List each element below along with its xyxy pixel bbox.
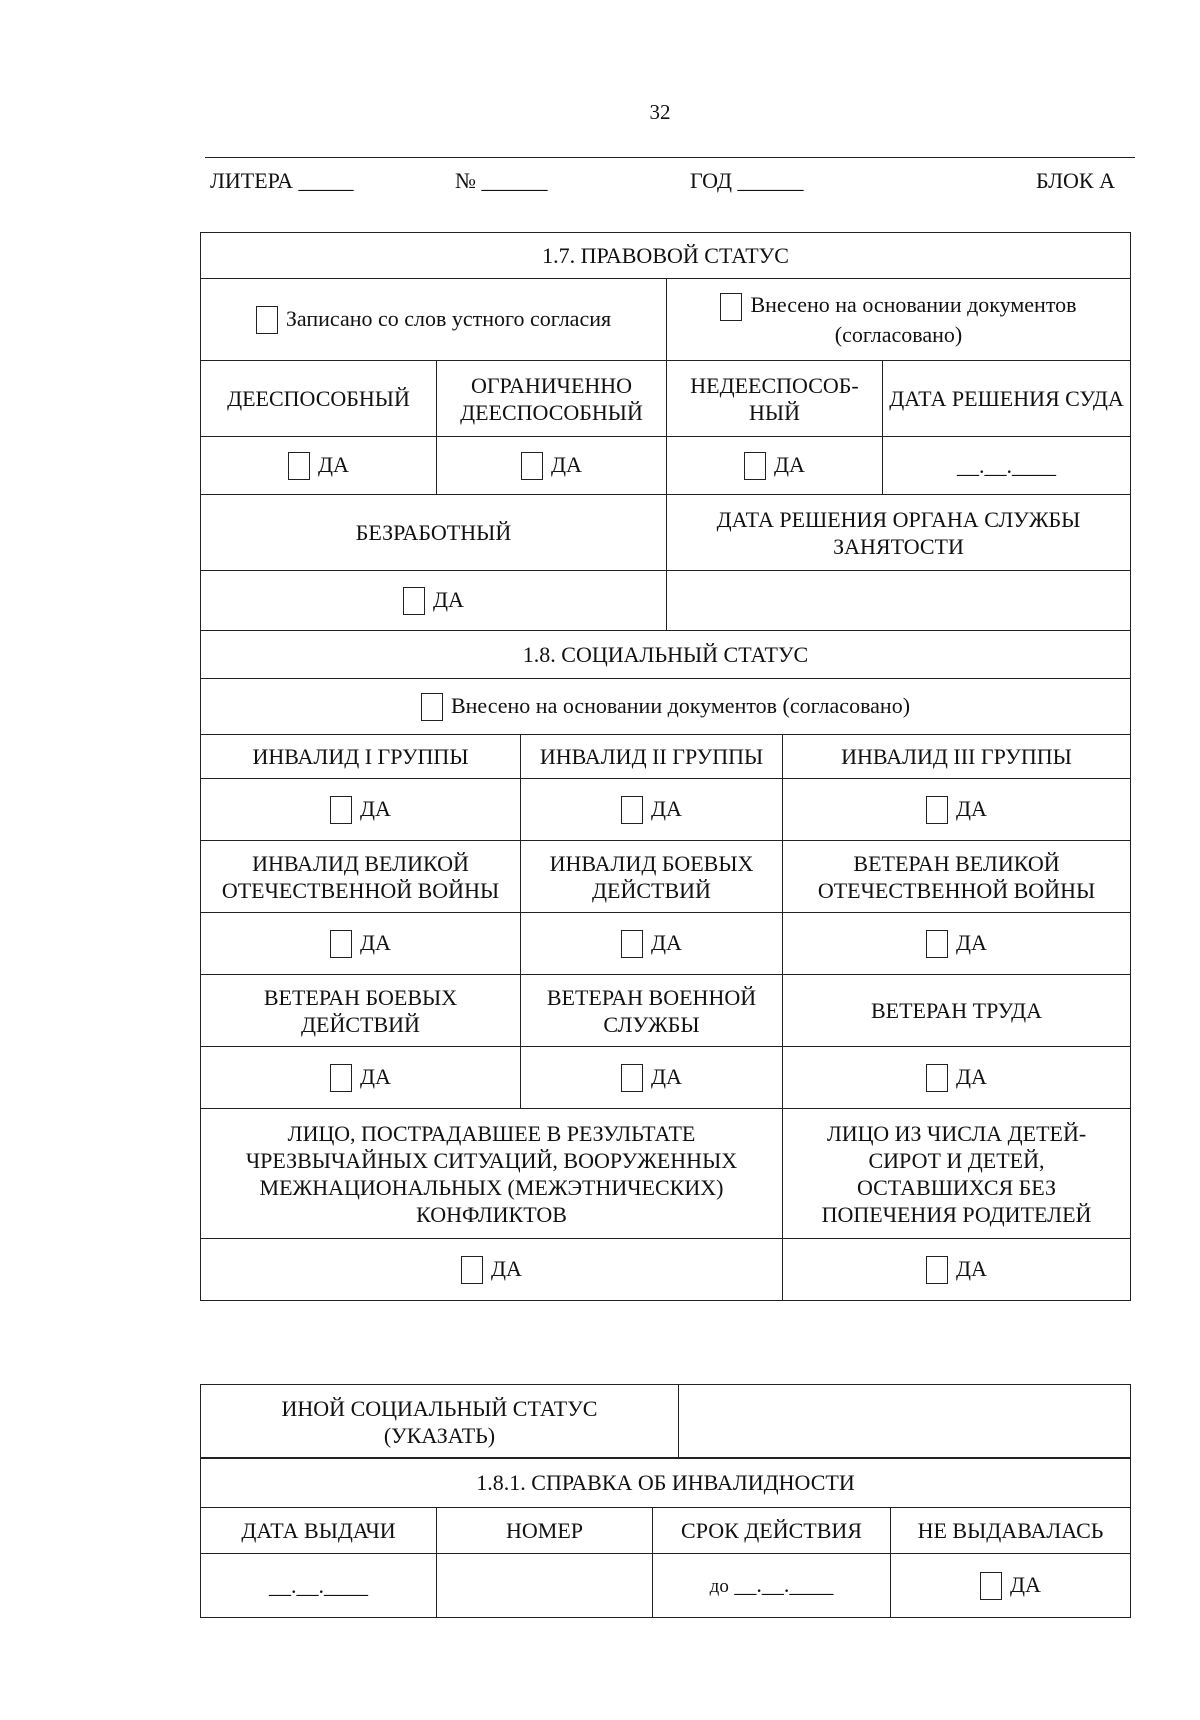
vet-wwii-checkbox-cell[interactable] [783, 913, 1131, 975]
checkbox[interactable] [621, 796, 643, 824]
checkbox[interactable] [330, 796, 352, 824]
inv-combat-header: ИНВАЛИД БОЕВЫХ ДЕЙСТВИЙ [521, 841, 783, 913]
checkbox-label: ДА [956, 1255, 987, 1281]
checkbox-label: ДА [360, 1063, 391, 1089]
checkbox-label: ДА [774, 451, 805, 477]
vet-military-header: ВЕТЕРАН ВОЕННОЙ СЛУЖБЫ [521, 975, 783, 1047]
entered-docs-option[interactable] [667, 279, 1131, 361]
checkbox[interactable] [720, 293, 742, 321]
vet-wwii-header: ВЕТЕРАН ВЕЛИКОЙ ОТЕЧЕСТВЕННОЙ ВОЙНЫ [783, 841, 1131, 913]
issue-date-header: ДАТА ВЫДАЧИ [201, 1508, 437, 1554]
checkbox[interactable] [926, 1064, 948, 1092]
incapable-checkbox-cell[interactable] [667, 437, 883, 495]
checkbox-label: ДА [956, 929, 987, 955]
checkbox-label: ДА [651, 795, 682, 821]
recorded-oral-option[interactable] [201, 279, 667, 361]
option-label: Записано со слов устного согласия [285, 305, 612, 331]
unemployed-header: БЕЗРАБОТНЫЙ [201, 495, 667, 571]
validity-field[interactable] [653, 1554, 891, 1618]
other-status-header: ИНОЙ СОЦИАЛЬНЫЙ СТАТУС (УКАЗАТЬ) [201, 1385, 679, 1459]
until-label: до [709, 1576, 729, 1597]
inv1-header: ИНВАЛИД I ГРУППЫ [201, 735, 521, 779]
checkbox[interactable] [288, 452, 310, 480]
validity-date-blank: __.__.____ [734, 1572, 834, 1597]
orphan-header: ЛИЦО ИЗ ЧИСЛА ДЕТЕЙ-СИРОТ И ДЕТЕЙ, ОСТАВШИХСЯ БЕЗ ПОПЕЧЕНИЯ РОДИТЕЛЕЙ [783, 1109, 1131, 1239]
incapable-header: НЕДЕЕСПОСОБ-НЫЙ [667, 361, 883, 437]
social-status-table [200, 630, 1131, 1301]
checkbox-label: ДА [318, 451, 349, 477]
employment-date-field[interactable] [667, 571, 1131, 631]
section-title: 1.8.1. СПРАВКА ОБ ИНВАЛИДНОСТИ [201, 1458, 1131, 1508]
inv1-checkbox-cell[interactable] [201, 779, 521, 841]
vet-labor-checkbox-cell[interactable] [783, 1047, 1131, 1109]
other-status-field[interactable] [679, 1385, 1131, 1459]
checkbox[interactable] [980, 1572, 1002, 1600]
limited-header: ОГРАНИЧЕННО ДЕЕСПОСОБНЫЙ [437, 361, 667, 437]
inv-combat-checkbox-cell[interactable] [521, 913, 783, 975]
checkbox[interactable] [621, 1064, 643, 1092]
legal-status-table [200, 232, 1131, 631]
capable-header: ДЕЕСПОСОБНЫЙ [201, 361, 437, 437]
entered-docs-option[interactable] [201, 679, 1131, 735]
other-status-table [200, 1384, 1131, 1459]
validity-header: СРОК ДЕЙСТВИЯ [653, 1508, 891, 1554]
option-label: Внесено на основании документов (согласовано) [750, 292, 1077, 347]
checkbox[interactable] [330, 1064, 352, 1092]
checkbox[interactable] [330, 930, 352, 958]
capable-checkbox-cell[interactable] [201, 437, 437, 495]
checkbox[interactable] [461, 1256, 483, 1284]
not-issued-header: НЕ ВЫДАВАЛАСЬ [891, 1508, 1131, 1554]
option-label: Внесено на основании документов (согласовано) [450, 692, 911, 718]
checkbox-label: ДА [956, 1063, 987, 1089]
certificate-number-field[interactable] [437, 1554, 653, 1618]
number-header: НОМЕР [437, 1508, 653, 1554]
checkbox-label: ДА [1010, 1571, 1041, 1597]
checkbox-label: ДА [360, 929, 391, 955]
inv-wwii-checkbox-cell[interactable] [201, 913, 521, 975]
disability-certificate-table [200, 1457, 1131, 1618]
employment-date-header: ДАТА РЕШЕНИЯ ОРГАНА СЛУЖБЫ ЗАНЯТОСТИ [667, 495, 1131, 571]
checkbox-label: ДА [491, 1255, 522, 1281]
emergency-victim-checkbox-cell[interactable] [201, 1239, 783, 1301]
checkbox[interactable] [256, 306, 278, 334]
issue-date-field[interactable]: __.__.____ [201, 1554, 437, 1618]
checkbox[interactable] [926, 1256, 948, 1284]
court-date-field[interactable]: __.__.____ [883, 437, 1131, 495]
litera-field[interactable]: ЛИТЕРА _____ [210, 168, 354, 193]
checkbox[interactable] [926, 930, 948, 958]
court-date-header: ДАТА РЕШЕНИЯ СУДА [883, 361, 1131, 437]
inv2-header: ИНВАЛИД II ГРУППЫ [521, 735, 783, 779]
checkbox-label: ДА [360, 795, 391, 821]
checkbox[interactable] [421, 693, 443, 721]
checkbox-label: ДА [551, 451, 582, 477]
number-field[interactable]: № ______ [455, 168, 548, 193]
year-field[interactable]: ГОД ______ [690, 168, 804, 193]
checkbox-label: ДА [651, 929, 682, 955]
unemployed-checkbox-cell[interactable] [201, 571, 667, 631]
checkbox-label: ДА [433, 586, 464, 612]
vet-military-checkbox-cell[interactable] [521, 1047, 783, 1109]
limited-checkbox-cell[interactable] [437, 437, 667, 495]
checkbox[interactable] [403, 587, 425, 615]
header-rule [205, 157, 1135, 158]
inv3-header: ИНВАЛИД III ГРУППЫ [783, 735, 1131, 779]
checkbox-label: ДА [956, 795, 987, 821]
inv-wwii-header: ИНВАЛИД ВЕЛИКОЙ ОТЕЧЕСТВЕННОЙ ВОЙНЫ [201, 841, 521, 913]
inv3-checkbox-cell[interactable] [783, 779, 1131, 841]
vet-combat-header: ВЕТЕРАН БОЕВЫХ ДЕЙСТВИЙ [201, 975, 521, 1047]
orphan-checkbox-cell[interactable] [783, 1239, 1131, 1301]
section-title: 1.8. СОЦИАЛЬНЫЙ СТАТУС [201, 631, 1131, 679]
section-title: 1.7. ПРАВОВОЙ СТАТУС [201, 233, 1131, 279]
emergency-victim-header: ЛИЦО, ПОСТРАДАВШЕЕ В РЕЗУЛЬТАТЕ ЧРЕЗВЫЧАЙНЫХ СИТУАЦИЙ, ВООРУЖЕННЫХ МЕЖНАЦИОНАЛЬНЫХ (МЕЖЭТНИЧЕСКИХ) КОНФЛИКТОВ [201, 1109, 783, 1239]
page-number: 32 [649, 100, 671, 124]
checkbox[interactable] [926, 796, 948, 824]
inv2-checkbox-cell[interactable] [521, 779, 783, 841]
checkbox[interactable] [744, 452, 766, 480]
checkbox[interactable] [521, 452, 543, 480]
checkbox-label: ДА [651, 1063, 682, 1089]
checkbox[interactable] [621, 930, 643, 958]
vet-combat-checkbox-cell[interactable] [201, 1047, 521, 1109]
block-label: БЛОК А [1036, 168, 1115, 193]
not-issued-checkbox-cell[interactable] [891, 1554, 1131, 1618]
vet-labor-header: ВЕТЕРАН ТРУДА [783, 975, 1131, 1047]
